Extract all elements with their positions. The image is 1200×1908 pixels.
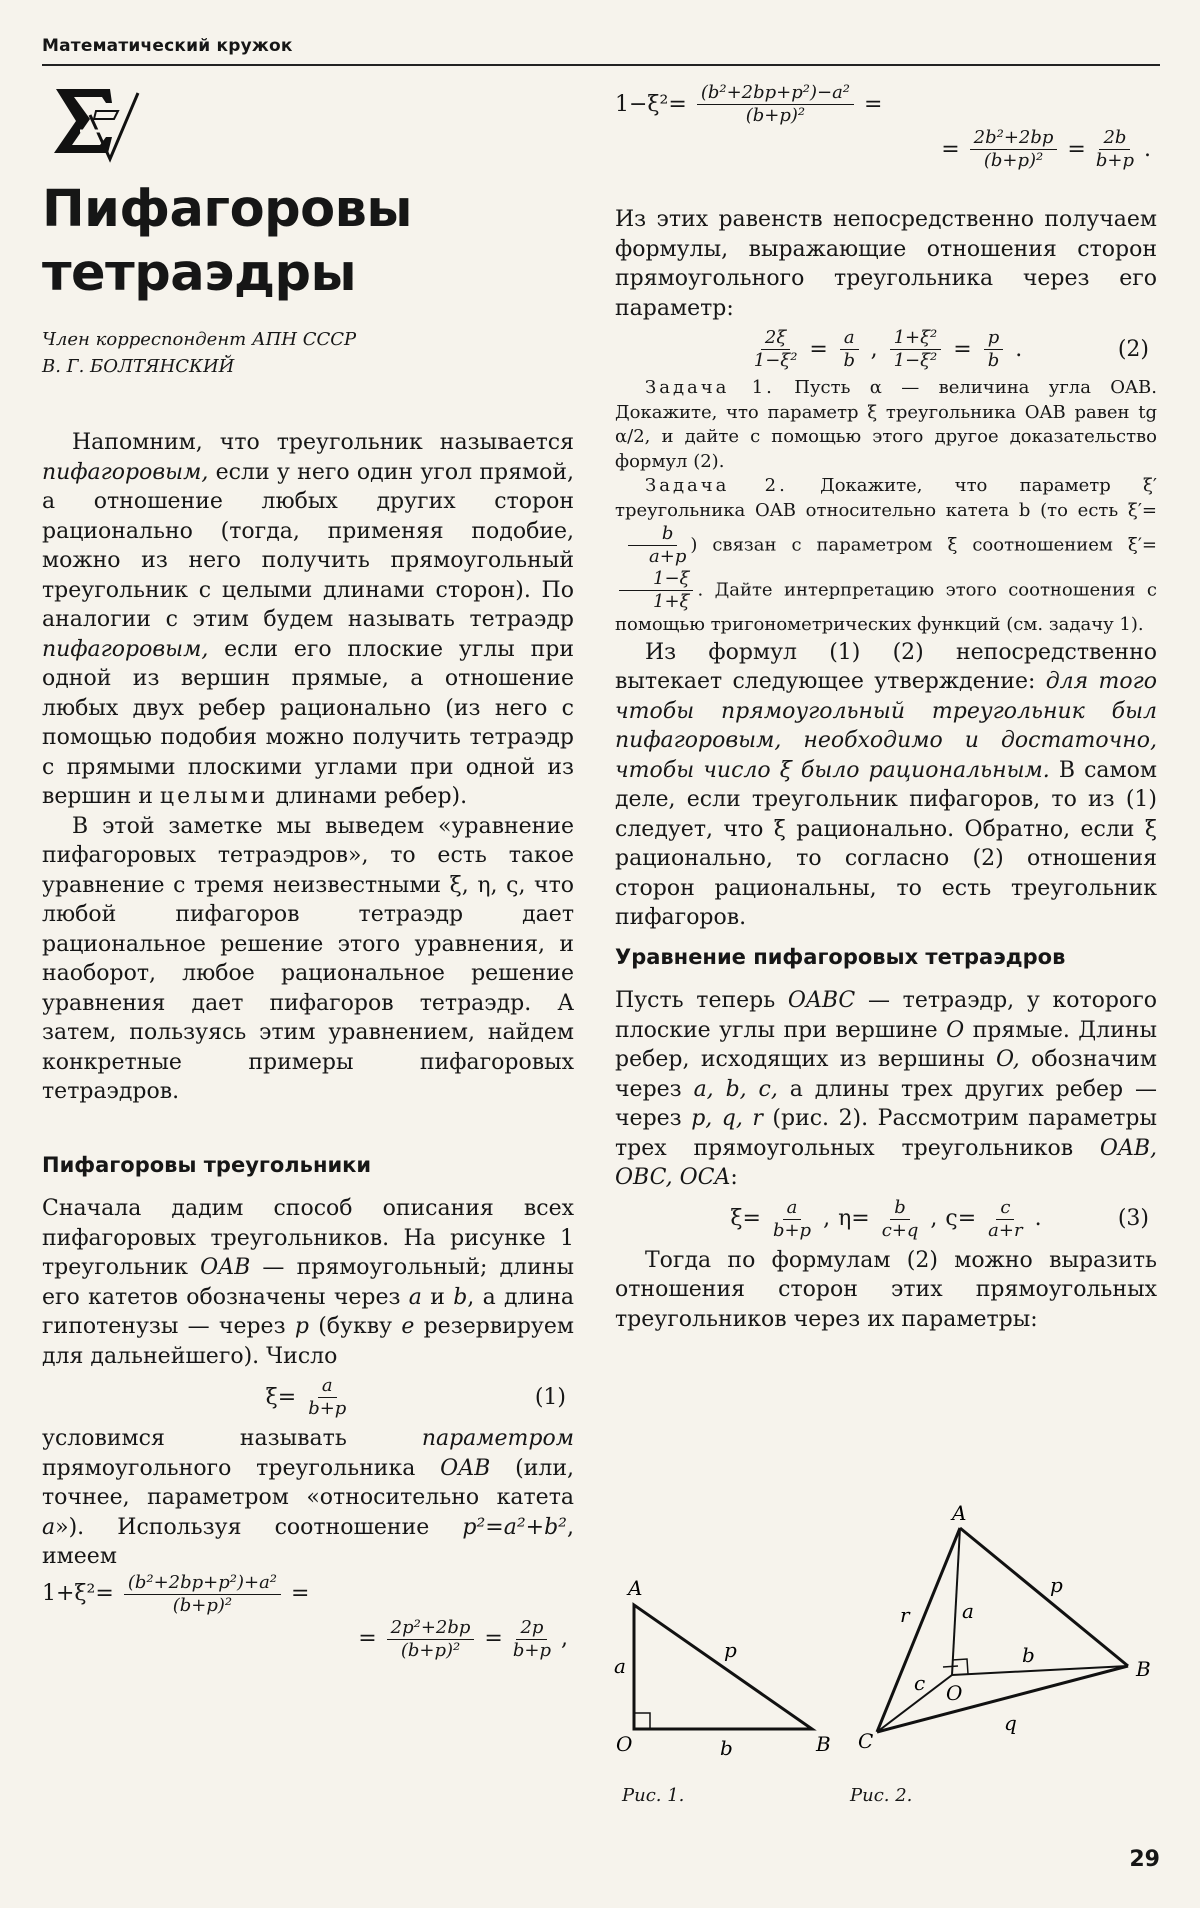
frac-num: a [783, 1197, 802, 1220]
left-column [42, 428, 574, 1662]
equation-number: (1) [534, 1384, 566, 1410]
text-span: резервируем для дальнейшего). Число [42, 1314, 575, 1369]
label-a-vertex: A [628, 1576, 643, 1600]
frac-den: (b+p)² [172, 1594, 233, 1616]
eq-sign: = [864, 91, 883, 117]
frac-den: 1+ξ [653, 591, 690, 612]
math-var: e [401, 1314, 415, 1339]
label-o-vertex: O [946, 1681, 963, 1705]
statement-paragraph [615, 638, 1157, 933]
fraction [387, 1617, 475, 1662]
eq-sign: = [953, 336, 972, 362]
sigma-logo-icon [50, 85, 142, 165]
label-edge-c: c [914, 1671, 926, 1695]
math-var: p [294, 1314, 309, 1339]
intro-paragraph [42, 428, 574, 812]
equation-minus [615, 82, 1157, 172]
term-italic: пифагоровым, [42, 459, 209, 485]
frac-den: b+p [1095, 150, 1134, 171]
fraction [890, 327, 942, 372]
math-var: O [946, 1017, 965, 1043]
eq-punct: , [870, 336, 878, 362]
eq-sign: = [1067, 136, 1086, 162]
math-var: a [42, 1514, 56, 1540]
section-heading-tetrahedra: Уравнение пифагоровых тетраэдров [615, 944, 1066, 969]
triangles-paragraph [42, 1194, 574, 1371]
eq-punct: . [1144, 136, 1151, 162]
frac-num: p [984, 327, 1004, 350]
frac-den: a+r [988, 1219, 1023, 1241]
text-span: Из формул (1) (2) непосредственно вытекает следующее утверждение: [615, 639, 1157, 694]
title-line-2: тетраэдры [42, 244, 357, 303]
right-angle-mark [943, 1666, 958, 1667]
figure-2-tetrahedron [850, 1500, 1160, 1770]
text-span: . Дайте интерпретацию этого соотношения с помощью тригонометрических функций (см. задачу 1). [615, 579, 1157, 635]
author-line-2: В. Г. БОЛТЯНСКИЙ [42, 356, 235, 377]
label-side-p: p [724, 1638, 737, 1662]
label-edge-b: b [1022, 1643, 1035, 1667]
eq-punct: . [1034, 1206, 1042, 1232]
header-rule [42, 64, 1160, 66]
math-relation: p²=a²+b² [462, 1514, 567, 1540]
figure-2-caption: Рис. 2. [850, 1785, 913, 1806]
fraction [970, 127, 1058, 172]
frac-den: b [843, 350, 855, 371]
eq-sign: = [291, 1581, 310, 1606]
eq-lhs: 1+ξ²= [42, 1581, 114, 1606]
eq-lhs: 1−ξ²= [615, 91, 687, 117]
frac-den: (b+p)² [983, 150, 1044, 171]
math-var: OABC [787, 988, 856, 1013]
fraction [984, 327, 1004, 372]
math-var: b [453, 1284, 468, 1310]
frac-num: 2p [516, 1617, 547, 1640]
fraction [697, 82, 854, 127]
section-header: Математический кружок [42, 36, 293, 56]
frac-den: b+p [512, 1639, 551, 1661]
figure-1-triangle [612, 1565, 832, 1765]
text-span: — тетраэдр, у которого плоские углы при вершине [615, 988, 1157, 1043]
label-side-b: b [720, 1736, 733, 1760]
equation-number: (3) [1117, 1206, 1149, 1232]
fraction [754, 327, 798, 372]
frac-num: 2ξ [761, 327, 790, 350]
fraction [619, 523, 686, 568]
math-var: OAB, OBC, OCA [615, 1135, 1157, 1190]
text-span: (или, точнее, параметром «относительно катета [42, 1455, 574, 1510]
fraction [513, 1617, 551, 1662]
fraction [308, 1375, 346, 1420]
frac-den: (b+p)² [745, 105, 806, 126]
frac-num: (b²+2bp+p²)−a² [697, 82, 854, 105]
frac-num: 2p²+2bp [387, 1617, 475, 1640]
edge-ab [960, 1528, 1128, 1666]
eq-line [42, 1572, 574, 1617]
frac-den: b+p [308, 1398, 347, 1419]
equation-3 [615, 1197, 1157, 1242]
frac-num: a [840, 327, 859, 350]
frac-den: 1−ξ² [753, 350, 798, 371]
fraction [988, 1197, 1022, 1242]
frac-num: 1+ξ² [890, 327, 942, 350]
frac-den: b [987, 350, 1000, 371]
math-var: a [408, 1284, 422, 1310]
text-span: если у него один угол прямой, а отношение любых других сторон рационально (тогда, применяя подобие, можно из него получить прямоугольный треугольник с целыми длинами сторон). По аналогии с этим будем называть тетраэдр [42, 459, 574, 632]
frac-num: b [628, 523, 678, 546]
frac-den: a+p [649, 546, 687, 567]
frac-num: 2b²+2bp [970, 127, 1058, 150]
text-span: (рис. 2). Рассмотрим параметры трех прямоугольных треугольников [615, 1106, 1157, 1161]
eq-punct: , [930, 1206, 938, 1232]
eq-lhs: ξ= [730, 1206, 761, 1232]
text-span: а длины трех других ребер — через [615, 1076, 1157, 1131]
eq-punct: , [561, 1626, 568, 1651]
frac-num: b [890, 1197, 910, 1220]
math-var: OAB [440, 1455, 491, 1481]
text-span: : [730, 1165, 738, 1190]
label-a-vertex: A [952, 1501, 967, 1525]
fraction [840, 327, 859, 372]
equation-plus [42, 1572, 574, 1662]
text-span: условимся называть [42, 1426, 422, 1451]
text-span: »). Используя соотношение [55, 1514, 463, 1540]
edge-oa [952, 1528, 960, 1675]
eq-lhs: η= [838, 1206, 870, 1232]
eq-line [42, 1617, 574, 1662]
eq-punct: , [823, 1206, 831, 1232]
label-edge-p: p [1050, 1573, 1063, 1597]
term-italic: параметром [421, 1426, 574, 1451]
text-span: прямоугольного треугольника [42, 1455, 441, 1481]
text-span: Напомним, что треугольник называется [72, 430, 574, 455]
right-angle-mark [634, 1713, 650, 1729]
figure-1-caption: Рис. 1. [622, 1785, 685, 1806]
label-side-a: a [614, 1654, 626, 1678]
label-b-vertex: B [1136, 1657, 1151, 1681]
math-var: OAB [200, 1255, 251, 1280]
text-span: , а длина гипотенузы — через [42, 1284, 574, 1339]
text-span: Докажите, что параметр ξ′ треугольника OAB относительно катета b (то есть [615, 475, 1157, 521]
fraction [124, 1572, 281, 1617]
equation-1 [42, 1375, 574, 1420]
author-line-1: Член корреспондент АПН СССР [42, 329, 357, 350]
frac-num: c [996, 1197, 1014, 1220]
eq-lhs: ξ′= [1127, 499, 1157, 521]
section-heading-triangles: Пифагоровы треугольники [42, 1152, 372, 1177]
article-title [42, 178, 412, 306]
task-2 [615, 474, 1157, 638]
frac-den: 1−ξ² [893, 350, 938, 371]
text-span: — прямоугольный; длины его катетов обозначены через [42, 1255, 574, 1310]
label-edge-a: a [962, 1599, 974, 1623]
goal-paragraph: В этой заметке мы выведем «уравнение пифагоровых тетраэдров», то есть такое уравнение с тремя неизвестными ξ, η, ς, что любой пифагоров тетраэдр дает рациональное решение этого уравнения, и наоборот, любое рациональное решение уравнения дает пифагоров тетраэдр. А затем, пользуясь этим уравнением, найдем конкретные примеры пифагоровых тетраэдров. [42, 813, 574, 1104]
equation-number: (2) [1117, 336, 1149, 362]
text-span: , имеем [42, 1514, 574, 1569]
fraction [773, 1197, 811, 1242]
text-span: Сначала дадим способ описания всех пифагоровых треугольников. На рисунке 1 треугольник [42, 1196, 574, 1280]
eq-lhs: ς= [945, 1206, 977, 1232]
author-block [42, 326, 356, 380]
math-var: a, b, c, [693, 1076, 778, 1102]
frac-num: 1−ξ [619, 568, 693, 591]
statement-italic: для того чтобы прямоугольный треугольник был пифагоровым, необходимо и достаточно, чтобы число ξ было рациональным. [615, 669, 1157, 783]
fraction [1096, 127, 1134, 172]
eq-lhs: ξ= [265, 1384, 297, 1410]
closing-paragraph: Тогда по формулам (2) можно выразить отношения сторон этих прямоугольных треугольников через их параметры: [615, 1247, 1157, 1332]
title-line-1: Пифагоровы [42, 180, 413, 239]
task-1 [615, 376, 1157, 474]
page-number: 29 [1129, 1847, 1160, 1872]
text-span: Пусть теперь [615, 988, 788, 1013]
frac-den: b+p [772, 1219, 812, 1241]
tetrahedron-paragraph [615, 986, 1157, 1193]
text-span: если его плоские углы при одной из вершин прямые, а отношение любых двух ребер рационально (из него с помощью подобия можно получить тетраэдр с прямыми плоскими углами при одной из вершин и [42, 636, 574, 809]
task-label: Задача 1. [645, 377, 775, 398]
text-span: и [421, 1284, 454, 1310]
eq-sign: = [941, 136, 960, 162]
eq-sign: = [809, 336, 828, 362]
fraction [619, 568, 693, 613]
label-b-vertex: B [816, 1732, 831, 1756]
frac-num: a [318, 1375, 337, 1398]
text-span: В самом деле, если треугольник пифагоров, то из (1) следует, что ξ рационально. Обратно, если ξ рационально, то согласно (2) отношения сторон рациональны, то есть треугольник пифагоров. [615, 757, 1157, 930]
eq-lhs: ξ′= [1127, 534, 1157, 556]
text-span: прямые. Длины ребер, исходящих из вершины [615, 1017, 1157, 1072]
eq-sign: = [358, 1626, 377, 1651]
term-italic: пифагоровым, [42, 636, 209, 662]
triangle-oab [634, 1605, 812, 1729]
math-var: O, [996, 1047, 1020, 1072]
label-c-vertex: C [858, 1729, 874, 1753]
label-edge-q: q [1004, 1711, 1017, 1735]
task-label: Задача 2. [645, 475, 788, 496]
frac-num: 2b [1099, 127, 1130, 150]
fraction [882, 1197, 919, 1242]
math-var: p, q, r [691, 1106, 763, 1131]
eq-punct: . [1015, 336, 1023, 362]
right-column [615, 205, 1157, 1334]
label-edge-r: r [900, 1603, 910, 1627]
eq-sign: = [484, 1626, 503, 1651]
parameter-paragraph [42, 1424, 574, 1572]
eq-line [615, 127, 1157, 172]
spaced-word: целыми [159, 784, 269, 809]
eq-line [615, 82, 1157, 127]
text-span: длинами ребер). [268, 784, 468, 809]
frac-den: (b+p)² [400, 1639, 461, 1661]
text-span: обозначим через [615, 1047, 1157, 1102]
frac-den: c+q [881, 1219, 919, 1241]
text-span: (букву [308, 1314, 402, 1339]
formulas-paragraph: Из этих равенств непосредственно получаем формулы, выражающие отношения сторон прямоугольного треугольника через его параметр: [615, 207, 1157, 321]
label-o-vertex: O [616, 1732, 633, 1756]
frac-num: (b²+2bp+p²)+a² [124, 1572, 281, 1595]
text-span: Пусть α — величина угла OAB. Докажите, что параметр ξ треугольника OAB равен tg α/2, и дайте с помощью этого другое доказательство формул (2). [615, 377, 1157, 472]
equation-2 [615, 327, 1157, 372]
tasks-block [615, 376, 1157, 638]
text-span: ) связан с параметром ξ соотношением [690, 534, 1128, 556]
